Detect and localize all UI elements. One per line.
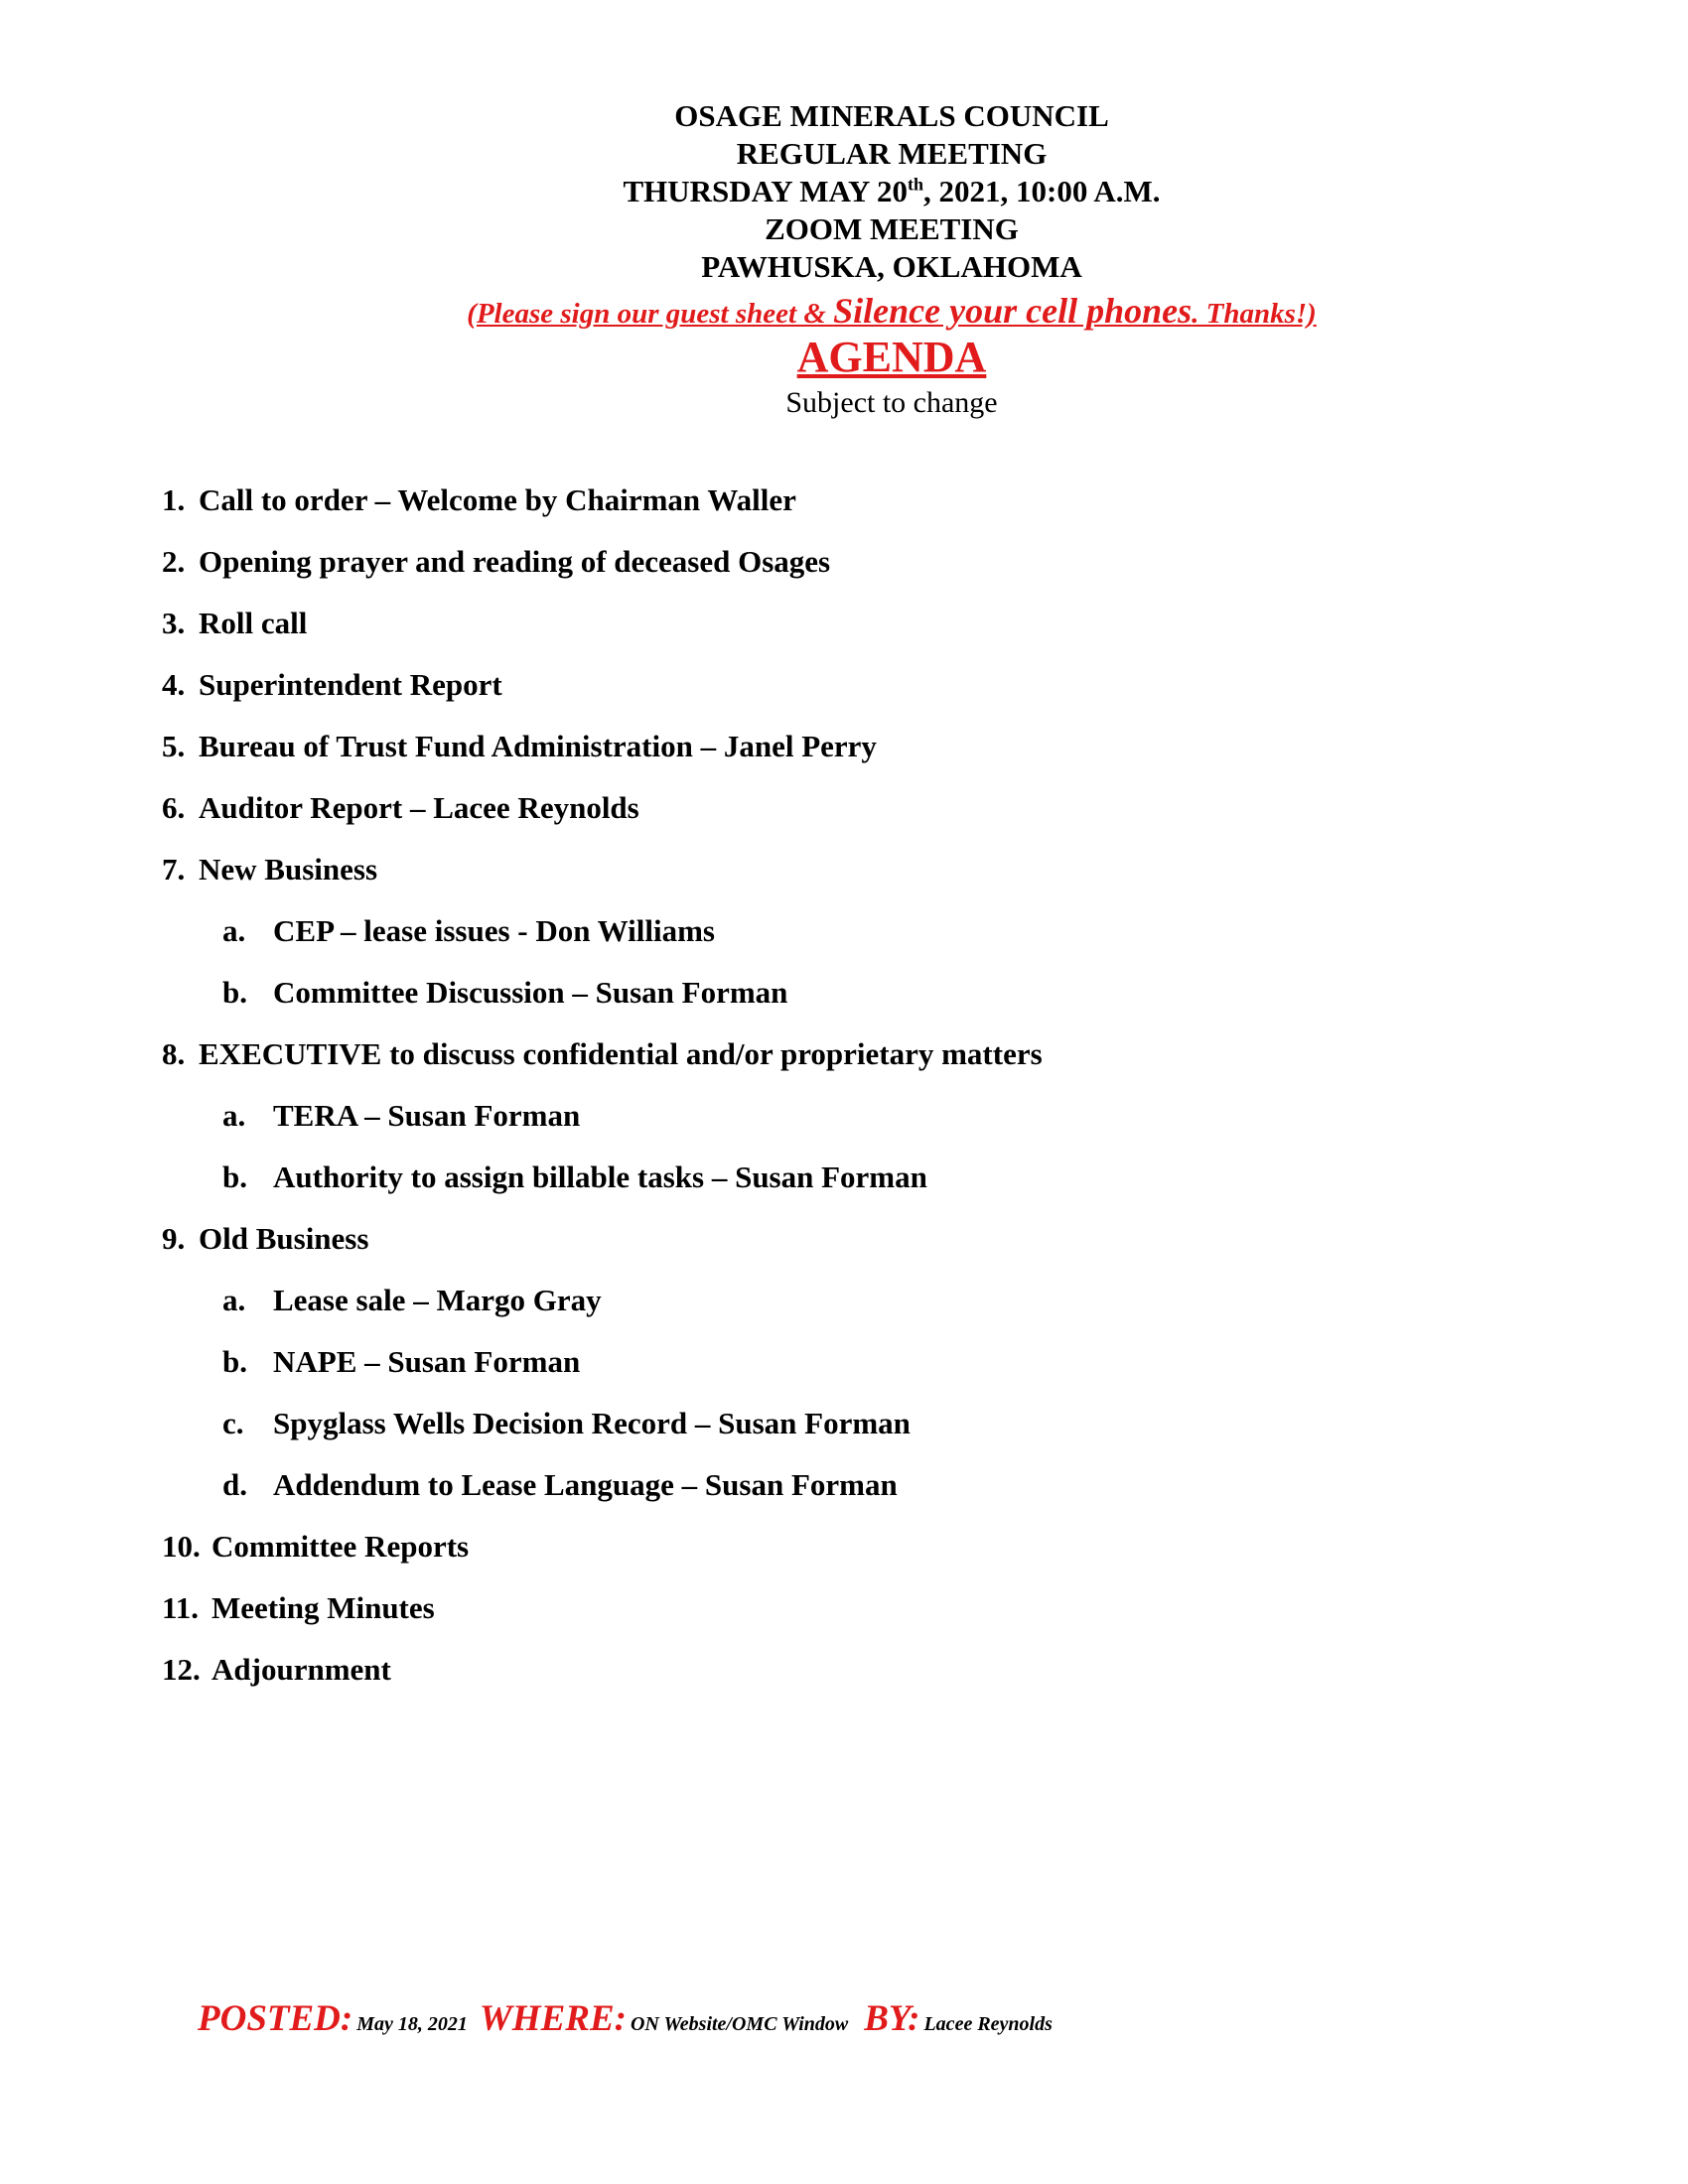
posting-footer bbox=[198, 1997, 1053, 2040]
agenda-subitem bbox=[222, 1283, 602, 1318]
agenda-item bbox=[162, 1590, 435, 1626]
agenda-subitem bbox=[222, 1160, 927, 1195]
agenda-item bbox=[162, 1221, 368, 1257]
agenda-item bbox=[162, 1036, 1043, 1072]
agenda-subitem-letter: b. bbox=[222, 975, 247, 1010]
agenda-item-number: 9. bbox=[162, 1221, 186, 1256]
agenda-subitem-letter: a. bbox=[222, 1098, 246, 1133]
agenda-item-text: Adjournment bbox=[211, 1652, 391, 1687]
guest-note-part2: . Thanks!) bbox=[1192, 298, 1317, 330]
agenda-subitem-text: Addendum to Lease Language – Susan Forman bbox=[273, 1467, 898, 1502]
agenda-item-text: Committee Reports bbox=[211, 1529, 470, 1564]
posted-date: May 18, 2021 bbox=[356, 2013, 468, 2035]
agenda-subitem-text: Spyglass Wells Decision Record – Susan Forman bbox=[273, 1406, 911, 1440]
agenda-subitem-text: Lease sale – Margo Gray bbox=[273, 1283, 602, 1317]
agenda-subitem bbox=[222, 1344, 580, 1380]
agenda-item bbox=[162, 606, 307, 641]
agenda-item-number: 3. bbox=[162, 606, 186, 640]
agenda-item-number: 2. bbox=[162, 544, 186, 579]
posted-label: POSTED: bbox=[198, 1998, 353, 2039]
meeting-date-ordinal: th bbox=[907, 174, 923, 195]
agenda-item-number: 7. bbox=[162, 852, 186, 887]
agenda-item-text: Old Business bbox=[199, 1221, 369, 1256]
agenda-item-text: Call to order – Welcome by Chairman Waller bbox=[199, 482, 796, 517]
agenda-item-text: Superintendent Report bbox=[199, 667, 502, 702]
agenda-subtitle: Subject to change bbox=[785, 386, 998, 419]
agenda-subitem bbox=[222, 1098, 580, 1134]
agenda-subitem bbox=[222, 1406, 911, 1441]
agenda-item-text: Auditor Report – Lacee Reynolds bbox=[199, 790, 639, 825]
agenda-subitem-letter: b. bbox=[222, 1344, 247, 1379]
by-label: BY: bbox=[864, 1998, 920, 2039]
agenda-item bbox=[162, 729, 877, 764]
agenda-title: AGENDA bbox=[796, 333, 987, 381]
agenda-subitem-letter: d. bbox=[222, 1467, 247, 1502]
guest-note-part1: (Please sign our guest sheet & bbox=[467, 298, 834, 330]
agenda-item bbox=[162, 667, 502, 703]
org-name: OSAGE MINERALS COUNCIL bbox=[674, 98, 1109, 133]
agenda-subitem-letter: a. bbox=[222, 913, 246, 948]
agenda-subitem-letter: c. bbox=[222, 1406, 244, 1440]
agenda-item-number: 12. bbox=[162, 1652, 201, 1687]
agenda-subitem-letter: a. bbox=[222, 1283, 246, 1317]
where-value: ON Website/OMC Window bbox=[630, 2013, 849, 2035]
agenda-subitem-text: NAPE – Susan Forman bbox=[273, 1344, 581, 1379]
agenda-item-number: 1. bbox=[162, 482, 186, 517]
agenda-subitem-text: Committee Discussion – Susan Forman bbox=[273, 975, 788, 1010]
agenda-item bbox=[162, 544, 830, 580]
agenda-item-number: 8. bbox=[162, 1036, 186, 1071]
agenda-item-number: 10. bbox=[162, 1529, 201, 1564]
agenda-item-number: 6. bbox=[162, 790, 186, 825]
meeting-date-main: THURSDAY MAY 20 bbox=[623, 174, 908, 208]
agenda-item-text: New Business bbox=[199, 852, 378, 887]
by-value: Lacee Reynolds bbox=[923, 2013, 1053, 2035]
agenda-item-text: EXECUTIVE to discuss confidential and/or proprietary matters bbox=[199, 1036, 1043, 1071]
agenda-item-text: Meeting Minutes bbox=[211, 1590, 435, 1625]
agenda-item-text: Opening prayer and reading of deceased Osages bbox=[199, 544, 831, 579]
agenda-item bbox=[162, 1652, 391, 1688]
agenda-item-number: 11. bbox=[162, 1590, 200, 1625]
meeting-type: REGULAR MEETING bbox=[736, 136, 1048, 171]
agenda-subitem-letter: b. bbox=[222, 1160, 247, 1194]
agenda-item-text: Bureau of Trust Fund Administration – Janel Perry bbox=[199, 729, 877, 763]
agenda-item-text: Roll call bbox=[199, 606, 308, 640]
agenda-subitem-text: TERA – Susan Forman bbox=[273, 1098, 581, 1133]
agenda-item bbox=[162, 1529, 469, 1565]
agenda-item bbox=[162, 482, 796, 518]
meeting-location: PAWHUSKA, OKLAHOMA bbox=[701, 249, 1082, 284]
agenda-subitem bbox=[222, 1467, 898, 1503]
agenda-subitem-text: CEP – lease issues - Don Williams bbox=[273, 913, 715, 948]
agenda-item-number: 4. bbox=[162, 667, 186, 702]
agenda-subitem-text: Authority to assign billable tasks – Susan Forman bbox=[273, 1160, 927, 1194]
guest-note-emphasis: Silence your cell phones bbox=[833, 291, 1193, 331]
agenda-item-number: 5. bbox=[162, 729, 186, 763]
agenda-subitem bbox=[222, 913, 715, 949]
agenda-item bbox=[162, 790, 639, 826]
agenda-subitem bbox=[222, 975, 787, 1011]
meeting-date-rest: , 2021, 10:00 A.M. bbox=[923, 174, 1161, 208]
where-label: WHERE: bbox=[479, 1998, 627, 2039]
agenda-item bbox=[162, 852, 377, 887]
meeting-venue: ZOOM MEETING bbox=[765, 211, 1019, 246]
